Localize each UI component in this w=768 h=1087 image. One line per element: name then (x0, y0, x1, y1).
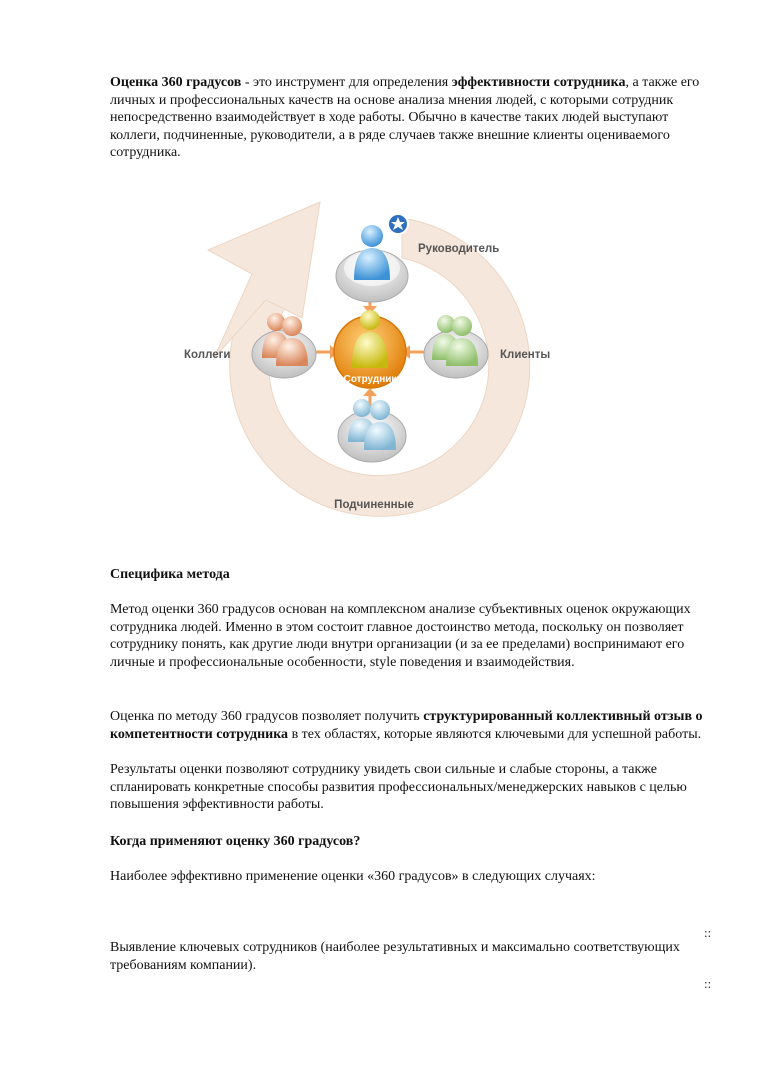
section1-paragraph-1: Метод оценки 360 градусов основан на комплексном анализе субъективных оценок окружающих сотрудника людей. Именно в этом состоит главное достоинство метода, поскольку он позволяет сотруднику понять, как другие люди внутри организации (и за ее пределами) воспринимают его личные и профессиональные особенности, style поведения и взаимодействия. (110, 602, 691, 670)
list-marker: :: (704, 925, 712, 940)
intro-paragraph (110, 74, 715, 162)
subordinates-node (338, 399, 406, 462)
intro-text-1: - это инструмент для определения (241, 75, 452, 90)
section1-paragraph-2 (110, 708, 715, 743)
intro-text-2: , а также его личных и профессиональных качеств на основе анализа мнения людей, с которыми сотрудник непосредственно взаимодействует в ходе работы. Обычно в качестве таких людей выступают коллеги, подчиненные, руководители, а в ряде случаев также внешние клиенты оцениваемого сотрудника. (110, 75, 700, 160)
evaluation-360-diagram (170, 188, 600, 528)
label-colleagues: Коллеги (184, 349, 231, 361)
label-subordinates: Подчиненные (334, 499, 414, 511)
section2-paragraph-1: Наиболее эффективно применение оценки «360 градусов» в следующих случаях: (110, 869, 596, 884)
section1-p2-text-1: Оценка по методу 360 градусов позволяет получить (110, 709, 424, 724)
label-clients: Клиенты (500, 349, 551, 361)
section1-paragraph-3: Результаты оценки позволяют сотруднику увидеть свои сильные и слабые стороны, а также спланировать конкретные способы развития профессиональных/менеджерских навыков с целью повышения эффективности работы. (110, 762, 687, 812)
section1-p2-text-2: в тех областях, которые являются ключевыми для успешной работы. (288, 726, 702, 742)
label-manager: Руководитель (418, 243, 500, 255)
list-item-1: Выявление ключевых сотрудников (наиболее результативных и максимально соответствующих требованиям компании). (110, 940, 680, 973)
section1-heading: Специфика метода (110, 567, 230, 582)
section1-p2-bold: структурированный коллективный отзыв о компетентности сотрудника (110, 709, 703, 742)
list-marker: :: (704, 976, 712, 991)
manager-node (336, 214, 408, 302)
clients-node (424, 315, 488, 378)
label-employee: Сотрудник (343, 374, 397, 385)
intro-term: Оценка 360 градусов (110, 75, 242, 90)
intro-bold: эффективности сотрудника (451, 75, 626, 90)
section2-heading: Когда применяют оценку 360 градусов? (110, 834, 361, 849)
